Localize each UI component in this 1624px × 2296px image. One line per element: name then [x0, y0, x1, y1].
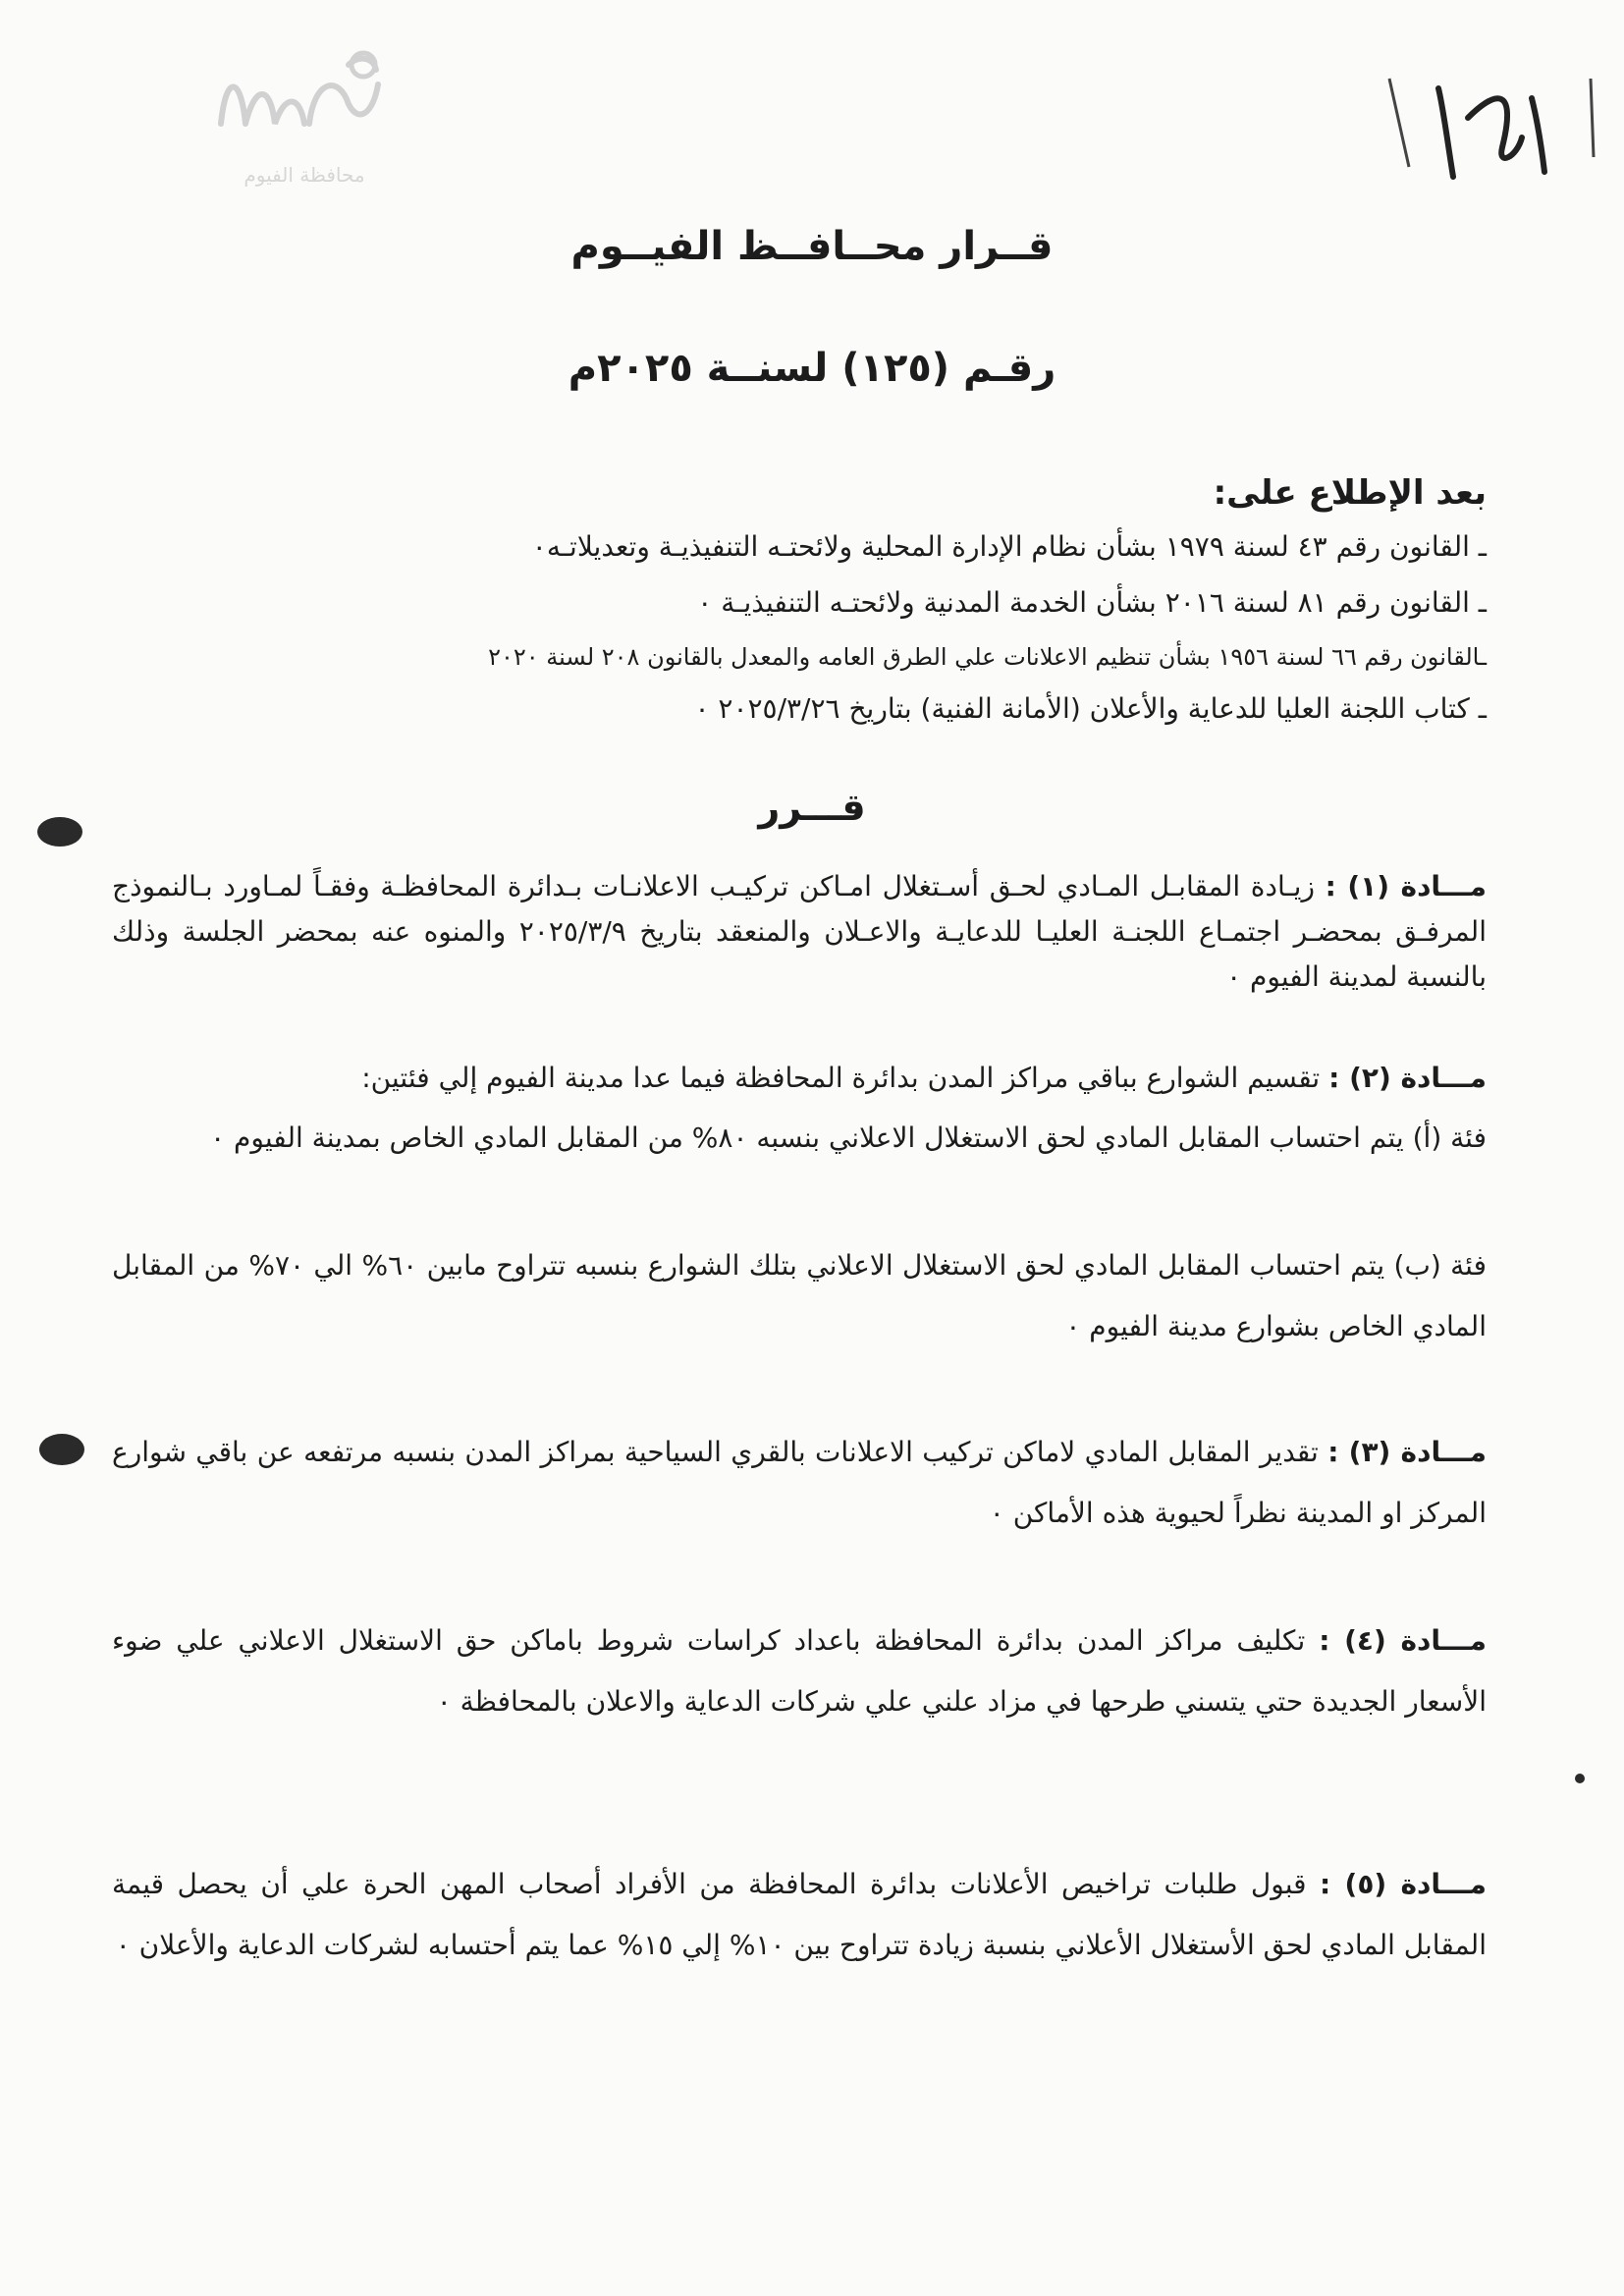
article-5 — [112, 1854, 1487, 1976]
article-heading: مـــادة (٣) : — [1327, 1436, 1488, 1468]
decided-heading: قـــرر — [758, 786, 866, 829]
article-text: زيـادة المقابـل المـادي لحـق أسـتغلال امـاكن تركيـب الاعلانـات بـدائرة المحافظـة وفقـاً لمـاورد بـالنموذج المرفـق بمحضـر اجتمـاع اللجنـة العليـا للدعايـة والاعـلان والمنعقد بتاريخ ٢٠٢٥/٣/٩ والمنوه عنه بمحضر الجلسة وذلك بالنسبة لمدينة الفيوم ٠ — [112, 870, 1487, 993]
scan-speck — [1575, 1774, 1585, 1783]
article-text: تكليف مراكز المدن بدائرة المحافظة باعداد كراسات شروط باماكن حق الاستغلال الاعلاني علي ضوء الأسعار الجديدة حتي يتسني طرحها في مزاد علني علي شركات الدعاية والاعلان بالمحافظة ٠ — [112, 1624, 1487, 1718]
article-heading: مـــادة (٤) : — [1319, 1624, 1487, 1657]
article-text: قبول طلبات تراخيص الأعلانات بدائرة المحافظة من الأفراد أصحاب المهن الحرة علي أن يحصل قيمة المقابل المادي لحق الأستغلال الأعلاني بنسبة زيادة تتراوح بين ١٠% إلي ١٥% عما يتم أحتسابه لشركات الدعاية والأعلان ٠ — [112, 1868, 1487, 1961]
logo-subtitle: محافظة الفيوم — [244, 163, 365, 187]
article-2 — [112, 1056, 1487, 1101]
law-reference: ـ كتاب اللجنة العليا للدعاية والأعلان (الأمانة الفنية) بتاريخ ٢٠٢٥/٣/٢٦ ٠ — [694, 692, 1487, 725]
article-heading: مـــادة (٢) : — [1328, 1062, 1487, 1094]
punch-hole-mark — [39, 1434, 84, 1465]
logo-calligraphy-icon — [201, 45, 398, 143]
decree-number: رقـم (١٢٥) لسنــة ٢٠٢٥م — [568, 346, 1056, 391]
decree-title: قــرار محــافــظ الفيــوم — [570, 224, 1054, 269]
article-1 — [112, 864, 1487, 1000]
handwritten-page-number-icon — [1370, 49, 1605, 196]
punch-hole-mark — [37, 817, 82, 847]
law-reference: ـالقانون رقم ٦٦ لسنة ١٩٥٦ بشأن تنظيم الاعلانات علي الطرق العامه والمعدل بالقانون ٢٠٨ لسنة ٢٠٢٠ — [488, 643, 1487, 671]
law-reference: ـ القانون رقم ٨١ لسنة ٢٠١٦ بشأن الخدمة المدنية ولائحتـه التنفيذيـة ٠ — [697, 586, 1487, 619]
law-reference: ـ القانون رقم ٤٣ لسنة ١٩٧٩ بشأن نظام الإدارة المحلية ولائحتـه التنفيذيـة وتعديلاتـه٠ — [531, 530, 1487, 563]
article-heading: مـــادة (٥) : — [1320, 1868, 1487, 1900]
preamble-heading: بعد الإطلاع على: — [1213, 473, 1487, 513]
article-text: تقدير المقابل المادي لاماكن تركيب الاعلانات بالقري السياحية بمراكز المدن بنسبه مرتفعه عن باقي شوارع المركز او المدينة نظراً لحيوية هذه الأماكن ٠ — [112, 1436, 1487, 1529]
article-3 — [112, 1422, 1487, 1544]
article-heading: مـــادة (١) : — [1325, 870, 1487, 902]
category-b: فئة (ب) يتم احتساب المقابل المادي لحق الاستغلال الاعلاني بتلك الشوارع بنسبه تتراوح مابين ٦٠% الي ٧٠% من المقابل المادي الخاص بشوارع مدينة الفيوم ٠ — [112, 1249, 1487, 1342]
governorate-logo — [182, 37, 427, 185]
article-4 — [112, 1611, 1487, 1732]
article-text: تقسيم الشوارع بباقي مراكز المدن بدائرة المحافظة فيما عدا مدينة الفيوم إلي فئتين: — [361, 1062, 1321, 1094]
category-a: فئة (أ) يتم احتساب المقابل المادي لحق الاستغلال الاعلاني بنسبه ٨٠% من المقابل المادي الخاص بمدينة الفيوم ٠ — [210, 1121, 1487, 1154]
